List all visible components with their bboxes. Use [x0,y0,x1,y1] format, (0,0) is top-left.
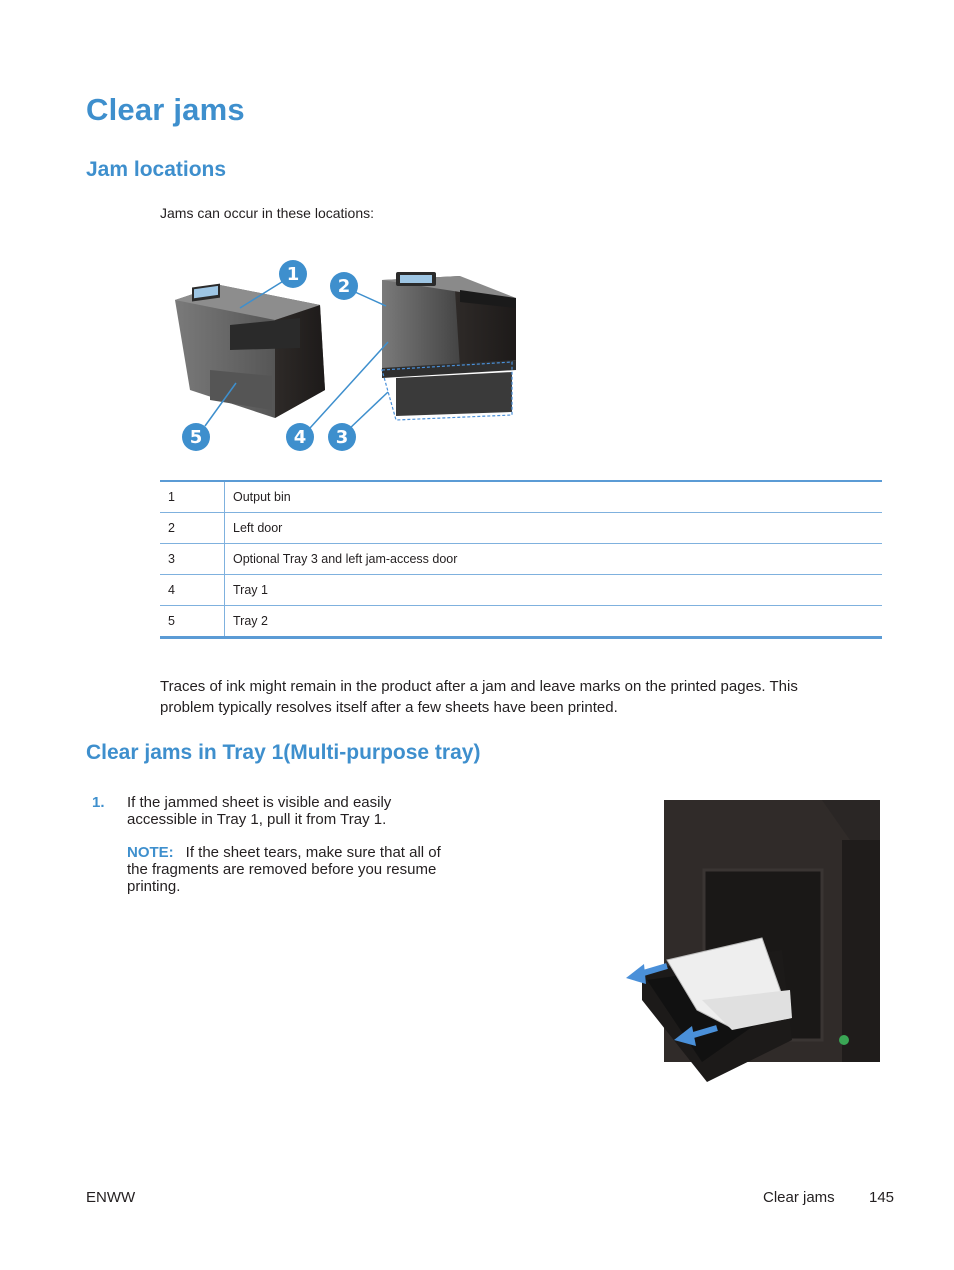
note [127,844,447,895]
table-cell-number: 5 [160,606,225,638]
table-row [160,513,882,544]
note-label: NOTE: [127,844,174,861]
table-cell-label: Left door [225,513,883,544]
step-number: 1. [92,794,105,811]
ink-traces-paragraph: Traces of ink might remain in the product after a jam and leave marks on the printed pages. This problem typically resolves itself after a few sheets have been printed. [160,678,798,716]
callout-2-label: 2 [337,276,351,297]
table-cell-number: 1 [160,481,225,513]
section-heading-jam-locations: Jam locations [86,158,227,181]
callout-5-label: 5 [189,427,203,448]
footer-section: Clear jams [763,1189,835,1206]
printer-left-view [175,284,325,418]
callout-4-label: 4 [293,427,307,448]
footer-page-number: 145 [869,1189,895,1206]
table-row [160,575,882,606]
callout-1-label: 1 [286,264,300,285]
page-title: Clear jams [86,92,245,127]
note-text: If the sheet tears, make sure that all of the fragments are removed before you resume printing. [127,844,441,895]
footer-left: ENWW [86,1189,136,1206]
printer-jam-locations-illustration [160,250,540,460]
intro-text: Jams can occur in these locations: [160,205,374,221]
step-text: If the jammed sheet is visible and easily accessible in Tray 1, pull it from Tray 1. [127,794,392,828]
section-heading-tray1: Clear jams in Tray 1(Multi-purpose tray) [86,741,481,764]
table-row [160,481,882,513]
jam-locations-table [160,480,882,639]
callout-3-label: 3 [335,427,349,448]
table-cell-label: Optional Tray 3 and left jam-access door [225,544,883,575]
table-cell-label: Tray 2 [233,614,268,628]
tray1-jam-illustration [612,800,882,1085]
table-cell-label: Output bin [225,481,883,513]
table-row [160,606,882,638]
table-cell-number: 4 [160,575,225,606]
table-cell-number: 2 [160,513,225,544]
table-row [160,544,882,575]
table-cell-label: Tray 1 [225,575,883,606]
printer-right-view [382,272,516,416]
table-cell-number: 3 [160,544,225,575]
